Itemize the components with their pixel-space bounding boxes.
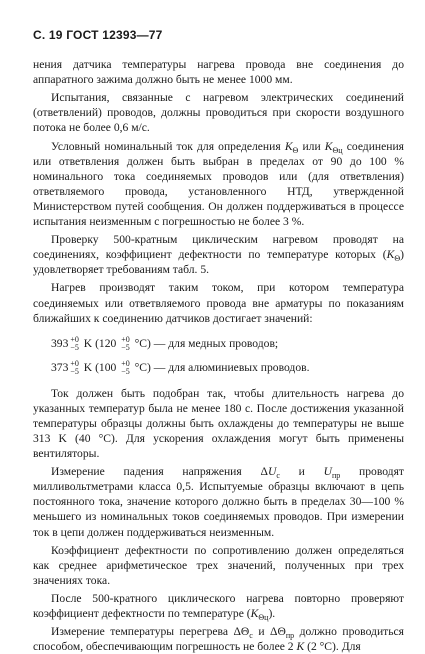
- tol-upper: +0: [70, 358, 79, 368]
- paragraph-4: [33, 232, 404, 277]
- paragraph-8: Коэффициент дефектности по сопротивлению должен определяться как среднее арифметическое трех значений, полученных при трех значениях тока.: [33, 543, 404, 587]
- text: ) удовлетворяет требованиям табл. 5.: [33, 248, 404, 277]
- symbol: K: [386, 248, 395, 262]
- tolerance: [70, 360, 79, 376]
- subscript: пр: [331, 471, 341, 481]
- text: (2 °C). Для: [304, 640, 361, 654]
- subscript: Θ: [292, 145, 299, 155]
- tolerance: [121, 336, 130, 352]
- paragraph-2: Испытания, связанные с нагревом электрических соединений (ответвлений) проводов, должны проводиться при скорости воздушного потока не более 0,6 м/с.: [33, 91, 404, 135]
- subscript: Θ: [394, 254, 401, 264]
- tol-lower: −5: [70, 342, 79, 352]
- formula-aluminum: [51, 360, 404, 376]
- text: Проверку 500-кратным циклическим нагревом проводят на соединениях, коэффициент дефектности по температуре которых (: [33, 233, 404, 262]
- subscript: Θц: [258, 613, 269, 622]
- text: проводят милливольтметрами класса 0,5. Испытуемые образцы включают в цепь постоянного тока, значение которого должно быть в пределах 30—100 % меньшего из номинальных токов соединяемых проводов. При измерении ток в цепи должен поддерживаться неизменным.: [33, 465, 404, 539]
- tol-lower: −5: [121, 366, 130, 376]
- paragraph-3: [33, 139, 404, 230]
- text: ).: [268, 607, 276, 620]
- paragraph-9: [33, 591, 404, 621]
- subscript: c: [249, 631, 253, 641]
- symbol: K: [284, 139, 293, 153]
- subscript: c: [276, 471, 280, 481]
- tol-lower: −5: [70, 366, 79, 376]
- text: должно проводиться способом, обеспечивающим погрешность не более 2: [33, 625, 404, 654]
- symbol: K: [250, 607, 259, 620]
- subscript: пр: [285, 631, 295, 641]
- symbol: U: [267, 465, 277, 479]
- value: 393: [51, 337, 69, 351]
- text: соединения или ответвления должен быть выбран в пределах от 90 до 100 % номинального тока соединяемых проводов или (для ответвления) ответвляемого провода, установленного НТД, утвержденной Министерством путей сообщения. Он должен поддерживаться в процессе испытания неизменным с погрешностью не более 3 %.: [33, 139, 405, 229]
- document-page: [33, 28, 404, 654]
- paragraph-7: [33, 464, 404, 539]
- text: °C) — для алюминиевых проводов.: [131, 361, 310, 375]
- tol-upper: +0: [121, 358, 130, 368]
- formula-copper: [51, 336, 404, 352]
- text: °C) — для медных проводов;: [131, 337, 279, 351]
- text: или: [298, 139, 325, 153]
- symbol: U: [323, 465, 332, 479]
- tolerance: [70, 336, 79, 352]
- text: и ΔΘ: [252, 625, 286, 639]
- tol-upper: +0: [70, 334, 79, 344]
- text: K (100: [80, 361, 120, 375]
- text: После 500-кратного циклического нагрева повторно проверяют коэффициент дефектности по температуре (: [33, 591, 404, 620]
- paragraph-6: Ток должен быть подобран так, чтобы длительность нагрева до указанных температур была не менее 180 с. После достижения указанной температуры образцы должны быть охлаждены до температуры не выше 313 K (40 °C). Для ускорения охлаждения могут быть применены вентиляторы.: [33, 386, 404, 461]
- text: Измерение падения напряжения Δ: [51, 465, 268, 479]
- tol-lower: −5: [121, 342, 130, 352]
- text: Измерение температуры перегрева ΔΘ: [51, 625, 250, 639]
- symbol: K: [324, 139, 333, 153]
- text: и: [279, 465, 324, 479]
- subscript: Θц: [332, 145, 343, 155]
- paragraph-5: Нагрев производят таким током, при котором температура соединяемых или ответвляемого провода вне арматуры по показаниям ближайших к соединению датчиков достигает значений:: [33, 281, 404, 325]
- value: 373: [51, 361, 69, 375]
- text: Условный номинальный ток для определения: [51, 139, 285, 153]
- tol-upper: +0: [121, 334, 130, 344]
- tolerance: [121, 360, 130, 376]
- symbol: K: [296, 640, 305, 654]
- page-header: С. 19 ГОСТ 12393—77: [33, 28, 163, 42]
- text: K (120: [80, 337, 120, 351]
- paragraph-1: нения датчика температуры нагрева провода вне соединения до аппаратного зажима должно быть не менее 1000 мм.: [33, 58, 404, 87]
